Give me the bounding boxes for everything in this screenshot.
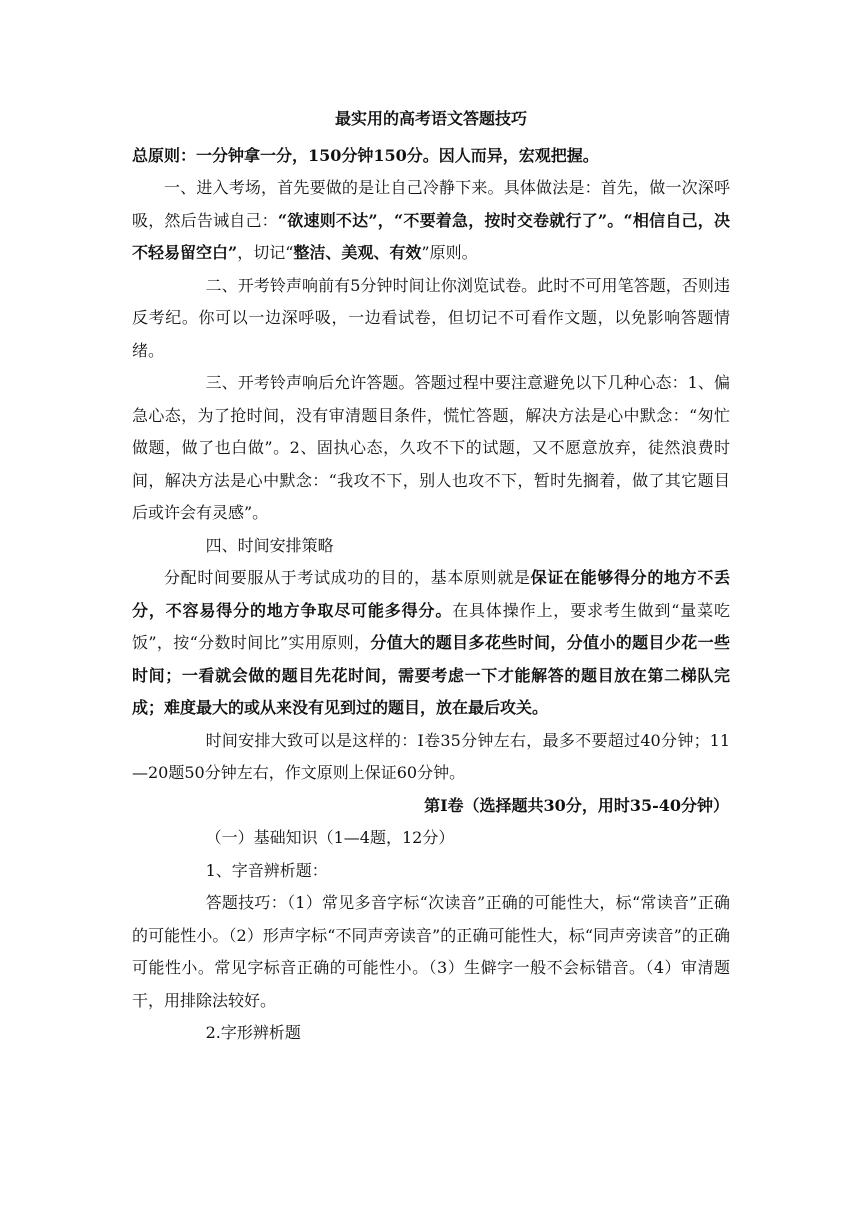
document-title: 最实用的高考语文答题技巧	[334, 109, 527, 128]
section-four-heading: 四、时间安排策略	[205, 535, 334, 555]
general-principle: 总原则：一分钟拿一分，150分钟150分。因人而异，宏观把握。	[132, 145, 599, 165]
section-one-prefix: 一、进入考场，首先要做的是让自己冷静下来。具体做法是：首先，做一次深呼吸，然后告诫自己：	[132, 178, 730, 230]
section-one-suffix: ”原则。	[421, 243, 478, 262]
basic-knowledge-heading: （一）基础知识（1—4题，12分）	[205, 828, 455, 847]
section-three-paragraph: 三、开考铃声响后允许答题。答题过程中要注意避免以下几种心态：1、偏急心态，为了抢时间，没有审清题目条件，慌忙答题，解决方法是心中默念：“匆忙做题，做了也白做”。2、固执心态，久攻不下的试题，又不愿意放弃，徒然浪费时间，解决方法是心中默念：“我攻不下，别人也攻不下，暂时先搁着，做了其它题目后或许会有灵感”。	[132, 373, 730, 522]
section-four-bold-two: 分值大的题目多花些时间，分值小的题目少花一些时间；一看就会做的题目先花时间，需要考虑一下才能解答的题目放在第二梯队完成；难度最大的或从来没有见到过的题目，放在最后攻关。	[132, 633, 730, 717]
item-one-heading: 1、字音辨析题：	[205, 860, 328, 880]
section-one-paragraph	[132, 172, 730, 270]
section-one-middle: ，切记“	[237, 243, 294, 262]
section-four-part-one: 分配时间要服从于考试成功的目的，基本原则就是	[164, 568, 531, 587]
volume-one-heading: 第Ⅰ卷（选择题共30分，用时35-40分钟）	[424, 795, 729, 815]
section-four-paragraph	[132, 562, 730, 725]
item-one-tips: 答题技巧：（1）常见多音字标“次读音”正确的可能性大，标“常读音”正确的可能性小。（2）形声字标“不同声旁读音”的正确可能性大，标“同声旁读音”的正确可能性小。常见字标音正确的可能性小。（3）生僻字一般不会标错音。（4）审清题干，用排除法较好。	[132, 893, 730, 1010]
section-four-bold-one: 保证在能够得分的地方不丢分，不容易得分的地方争取尽可能多得分。	[132, 568, 730, 620]
section-one-quote-bold: “欲速则不达”，“不要着急，按时交卷就行了”。“相信自己，决不轻易留空白”	[132, 210, 730, 262]
item-two-heading: 2.字形辨析题	[205, 1023, 301, 1042]
section-two-paragraph: 二、开考铃声响前有5分钟时间让你浏览试卷。此时不可用笔答题，否则违反考纪。你可以一边深呼吸，一边看试卷，但切记不可看作文题，以免影响答题情绪。	[132, 275, 730, 360]
document-content	[132, 103, 730, 1050]
time-arrangement-paragraph: 时间安排大致可以是这样的：Ⅰ卷35分钟左右，最多不要超过40分钟；11—20题50分钟左右，作文原则上保证60分钟。	[132, 730, 730, 782]
section-one-principle-bold: 整洁、美观、有效	[293, 243, 422, 262]
section-four-part-two: 在具体操作上，要求考生做到“量菜吃饭”，按“分数时间比”实用原则，	[132, 600, 730, 652]
